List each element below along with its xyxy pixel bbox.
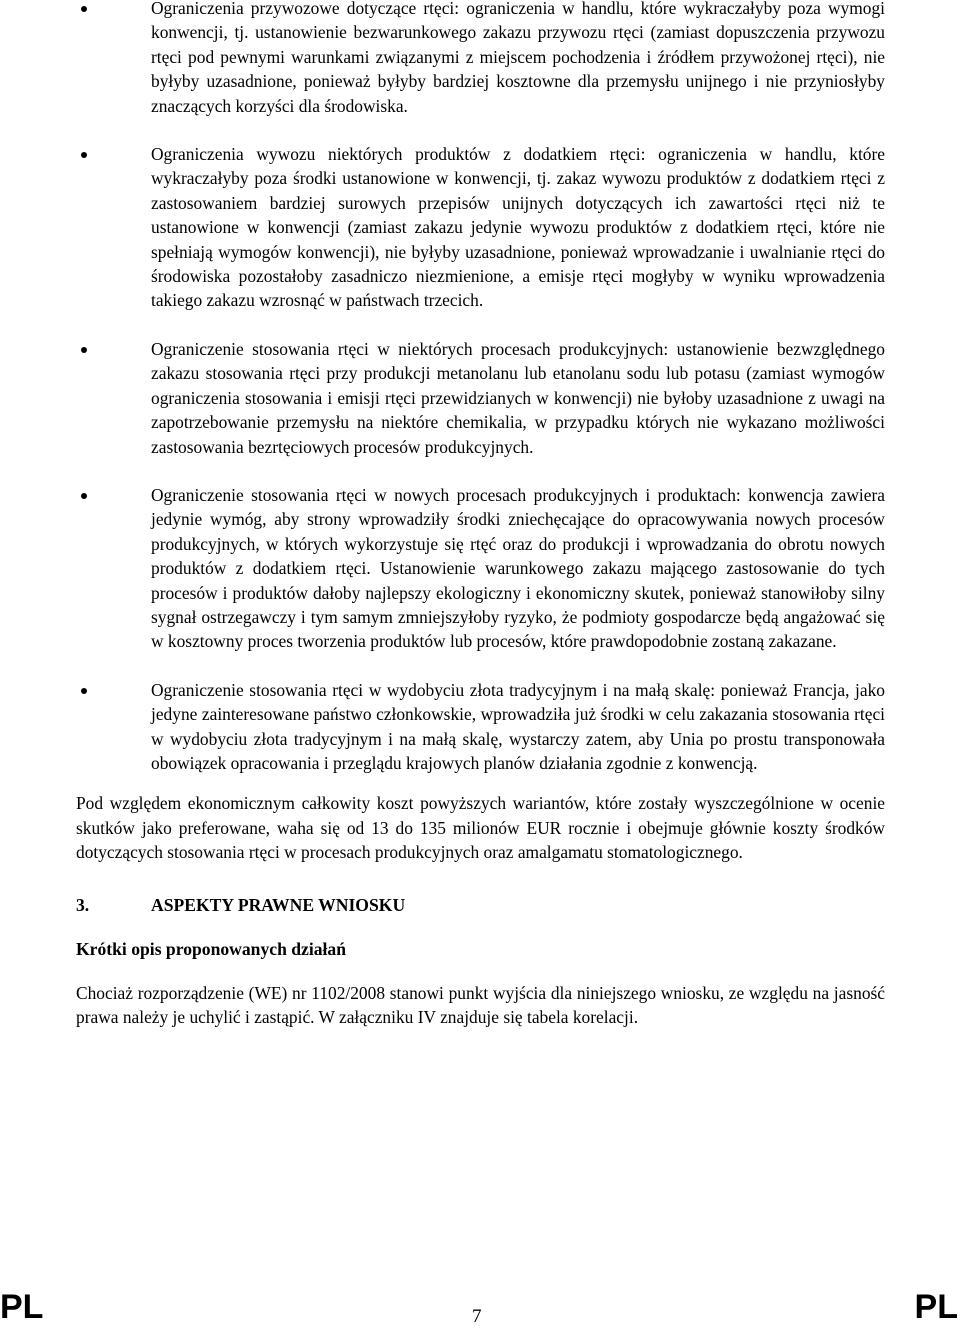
page-content	[76, 0, 885, 1053]
section-heading	[76, 893, 885, 917]
bullet-text: Ograniczenie stosowania rtęci w wydobyciu złota tradycyjnym i na małą skalę: ponieważ Francja, jako jedyne zainteresowane państwo członkowskie, wprowadziła już środki w celu zakazania stosowania rtęci w wydobyciu złota tradycyjnym i na małą skalę, wystarczy zatem, aby Unia po prostu transponowała obowiązek opracowania i przeglądu krajowych planów działania zgodnie z konwencją.	[151, 679, 885, 773]
bullet-text: Ograniczenia wywozu niektórych produktów z dodatkiem rtęci: ograniczenia w handlu, które wykraczałyby poza środki ustanowione w konwencji, tj. zakaz wywozu produktów z dodatkiem rtęci z zastosowaniem bardziej surowych przepisów unijnych dotyczących ich zawartości rtęci niż te ustanowione w konwencji (zamiast zakazu jedynie wywozu produktów z dodatkiem rtęci, które nie spełniają wymogów konwencji), nie byłyby uzasadnione, ponieważ wprowadzanie i uwalnianie rtęci do środowiska pozostałoby zasadniczo niezmienione, a emisje rtęci mogłyby w wyniku wprowadzenia takiego zakazu wzrosnąć w państwach trzecich.	[151, 144, 885, 311]
footer-language-left: PL	[0, 1288, 44, 1326]
economic-paragraph: Pod względem ekonomicznym całkowity koszt powyższych wariantów, które zostały wyszczególnione w ocenie skutków jako preferowane, waha się od 13 do 135 milionów EUR rocznie i obejmuje głównie koszty środków dotyczących stosowania rtęci w procesach produkcyjnych oraz amalgamatu stomatologicznego.	[76, 793, 885, 863]
section-title: ASPEKTY PRAWNE WNIOSKU	[151, 894, 406, 915]
subsection-heading: Krótki opis proponowanych działań	[76, 938, 346, 959]
bullet-text: Ograniczenie stosowania rtęci w nowych procesach produkcyjnych i produktach: konwencja zawiera jedynie wymóg, aby strony wprowadziły środki zniechęcające do opracowywania nowych procesów produkcyjnych, w których wykorzystuje się rtęć oraz do produkcji i wprowadzania do obrotu nowych produktów z dodatkiem rtęci. Ustanowienie warunkowego zakazu mającego zastosowanie do tych procesów i produktów dałoby najlepszy ekologiczny i ekonomiczny skutek, ponieważ stanowiłoby silny sygnał ostrzegawczy i tym samym zmniejszyłoby ryzyko, że podmioty gospodarcze będą angażować się w kosztowny proces tworzenia produktów lub procesów, które prawdopodobnie zostaną zakazane.	[151, 484, 885, 652]
bullet-icon	[81, 6, 87, 12]
bullet-item	[76, 483, 885, 654]
bullet-icon	[81, 152, 87, 158]
bullet-icon	[81, 688, 87, 694]
bullet-item	[76, 0, 885, 118]
footer-language-right: PL	[914, 1288, 958, 1326]
bullet-item	[76, 142, 885, 313]
bullet-item	[76, 678, 885, 776]
section-number: 3.	[76, 894, 90, 915]
bullet-item	[76, 337, 885, 459]
bullet-icon	[81, 347, 87, 353]
bullet-text: Ograniczenie stosowania rtęci w niektórych procesach produkcyjnych: ustanowienie bezwzględnego zakazu stosowania rtęci przy produkcji metanolanu lub etanolanu sodu lub potasu (zamiast wymogów ograniczenia stosowania i emisji rtęci przewidzianych w konwencji) nie byłoby uzasadnione z uwagi na zapotrzebowanie przemysłu na niektóre chemikalia, w przypadku których nie wykazano możliwości zastosowania bezrtęciowych procesów produkcyjnych.	[151, 338, 885, 457]
bullet-text: Ograniczenia przywozowe dotyczące rtęci: ograniczenia w handlu, które wykraczałyby poza wymogi konwencji, tj. ustanowienie bezwarunkowego zakazu przywozu rtęci (zamiast dopuszczenia przywozu rtęci pod pewnymi warunkami związanymi z miejscem pochodzenia i źródłem przywożonej rtęci), nie byłyby uzasadnione, ponieważ byłyby bardziej kosztowne dla przemysłu unijnego i nie przyniosłyby znaczących korzyści dla środowiska.	[151, 0, 885, 116]
options-bullet-list	[76, 0, 885, 775]
legal-paragraph: Chociaż rozporządzenie (WE) nr 1102/2008 stanowi punkt wyjścia dla niniejszego wniosku, ze względu na jasność prawa należy je uchylić i zastąpić. W załączniku IV znajduje się tabela korelacji.	[76, 982, 885, 1027]
page-number: 7	[472, 1306, 482, 1327]
bullet-icon	[81, 493, 87, 499]
